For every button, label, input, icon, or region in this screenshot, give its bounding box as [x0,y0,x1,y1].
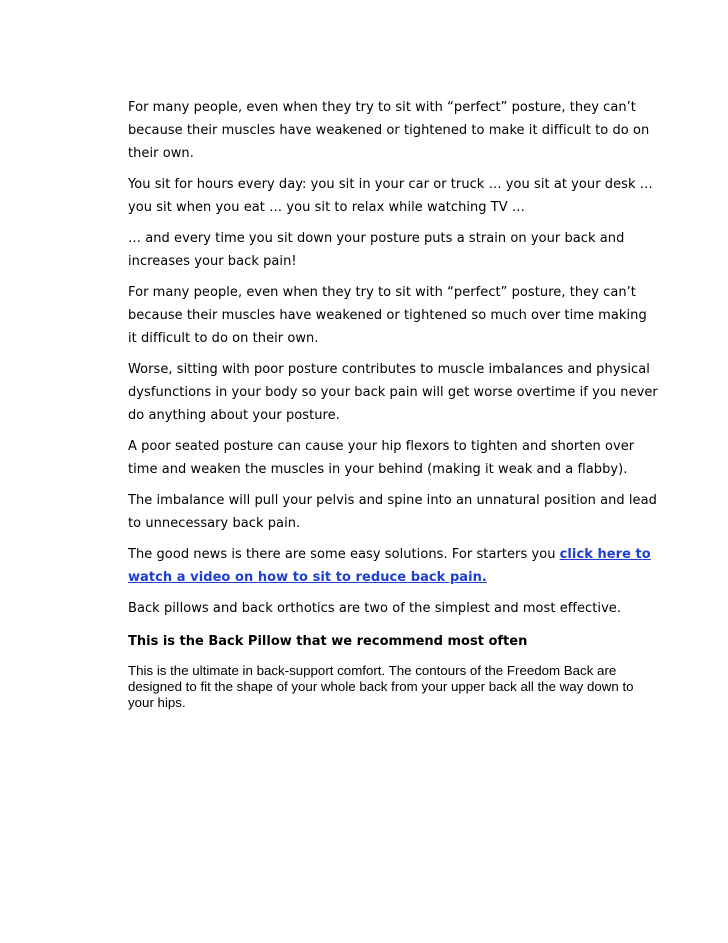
paragraph-good-news [128,543,658,589]
paragraph-sit-for-hours: You sit for hours every day: you sit in your car or truck … you sit at your desk … you sit when you eat … you sit to relax while watching TV … [128,177,653,215]
paragraph-pelvis-spine: The imbalance will pull your pelvis and spine into an unnatural position and lead to unnecessary back pain. [128,493,657,531]
section-heading: This is the Back Pillow that we recommend most often [128,634,528,649]
paragraph-perfect-posture-2: For many people, even when they try to sit with “perfect” posture, they can’t because their muscles have weakened or tightened so much over time making it difficult to do on their own. [128,285,647,346]
paragraph-freedom-back: This is the ultimate in back-support comfort. The contours of the Freedom Back are designed to fit the shape of your whole back from your upper back all the way down to your hips. [128,663,634,710]
paragraph-hip-flexors: A poor seated posture can cause your hip flexors to tighten and shorten over time and weaken the muscles in your behind (making it weak and a flabby). [128,439,635,477]
paragraph-back-pillows: Back pillows and back orthotics are two of the simplest and most effective. [128,601,622,616]
good-news-text: The good news is there are some easy solutions. For starters you [128,547,560,562]
document-page [128,96,658,711]
video-link[interactable]: click here to watch a video on how to sit to reduce back pain. [128,547,651,585]
paragraph-poor-posture-imbalances: Worse, sitting with poor posture contributes to muscle imbalances and physical dysfunctions in your body so your back pain will get worse overtime if you never do anything about your posture. [128,362,658,423]
paragraph-perfect-posture-1: For many people, even when they try to sit with “perfect” posture, they can’t because their muscles have weakened or tightened to make it difficult to do on their own. [128,100,650,161]
paragraph-every-time-you-sit: … and every time you sit down your posture puts a strain on your back and increases your back pain! [128,231,625,269]
